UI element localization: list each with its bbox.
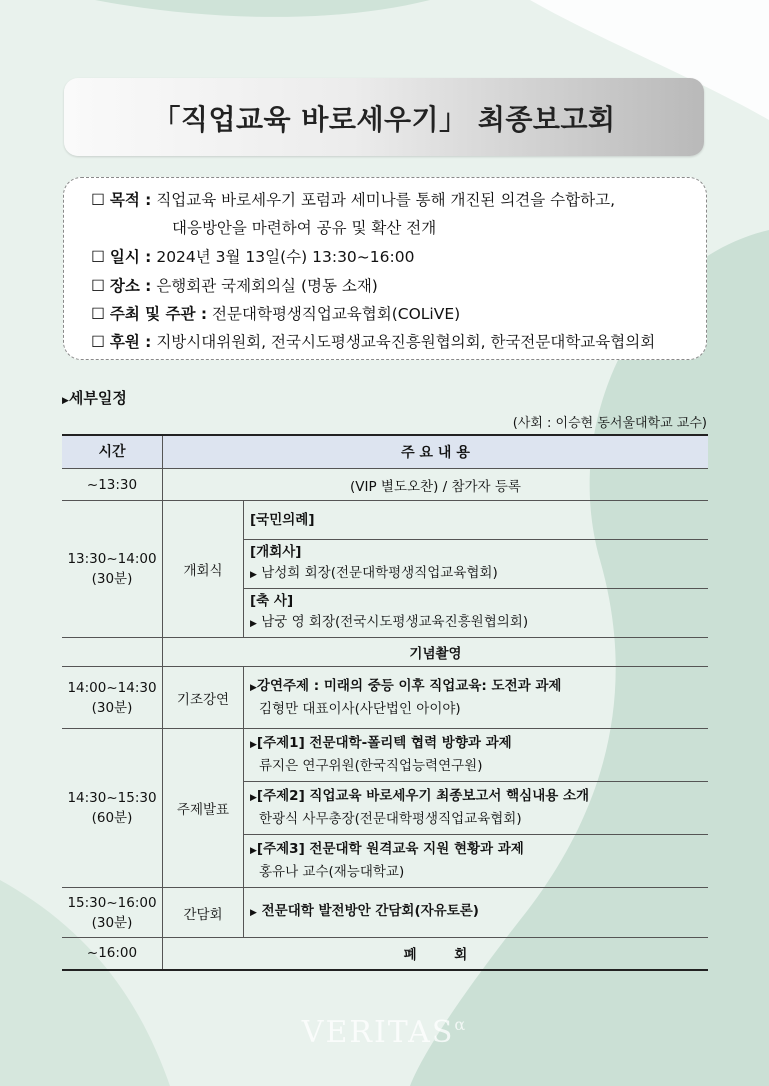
sponsor-line bbox=[91, 330, 655, 352]
subitem-detail-text: 남성희 회장(전문대학평생직업교육협회) bbox=[261, 565, 498, 581]
table-row bbox=[62, 469, 708, 501]
checkbox-icon: ☐ bbox=[91, 248, 105, 266]
host-text: 전문대학평생직업교육협회(COLiVE) bbox=[212, 305, 461, 323]
subitem-cell bbox=[244, 888, 709, 938]
triangle-bullet-icon: ▶ bbox=[250, 740, 257, 750]
subitem-cell bbox=[244, 540, 709, 589]
topic-title: [주제3] 전문대학 원격교육 지원 현황과 과제 bbox=[256, 841, 524, 857]
time-range: 14:00~14:30 bbox=[67, 679, 157, 696]
subitem-cell bbox=[244, 501, 709, 540]
keynote-topic: 강연주제 : 미래의 중등 이후 직업교육: 도전과 과제 bbox=[256, 677, 562, 694]
triangle-bullet-icon: ▶ bbox=[250, 619, 257, 629]
subitem-title: [개회사] bbox=[250, 544, 302, 560]
time-cell bbox=[62, 638, 163, 667]
time-cell bbox=[62, 729, 163, 888]
discussion-text: 전문대학 발전방안 간담회(자유토론) bbox=[261, 903, 479, 919]
photo-cell: 기념촬영 bbox=[163, 638, 709, 667]
triangle-bullet-icon: ▶ bbox=[250, 682, 257, 693]
category-cell: 간담회 bbox=[163, 888, 244, 938]
time-range: 13:30~14:00 bbox=[67, 551, 157, 567]
date-line bbox=[91, 245, 414, 267]
duration: (30분) bbox=[91, 571, 133, 587]
closing-cell: 폐 회 bbox=[163, 938, 709, 970]
table-header-row bbox=[62, 435, 708, 469]
host-label: 주최 및 주관 : bbox=[109, 305, 208, 323]
sponsor-text: 지방시대위원회, 전국시도평생교육진흥원협의회, 한국전문대학교육협의회 bbox=[156, 333, 656, 351]
topic-speaker: 한광식 사무총장(전문대학평생직업교육협회) bbox=[259, 811, 522, 827]
schedule-heading bbox=[62, 387, 127, 408]
place-line bbox=[91, 274, 378, 296]
category-cell: 개회식 bbox=[163, 501, 244, 638]
table-row bbox=[62, 938, 708, 970]
host-line bbox=[91, 302, 460, 324]
duration: (60분) bbox=[91, 810, 133, 826]
topic-title: [주제1] 전문대학-폴리텍 협력 방향과 과제 bbox=[256, 735, 512, 751]
triangle-bullet-icon: ▶ bbox=[250, 570, 257, 580]
subitem-title: [국민의례] bbox=[250, 511, 315, 528]
table-row bbox=[62, 729, 708, 782]
subitem-detail bbox=[250, 612, 708, 635]
duration: (30분) bbox=[91, 914, 133, 931]
triangle-bullet-icon: ▶ bbox=[250, 908, 257, 918]
checkbox-icon: ☐ bbox=[91, 305, 105, 323]
schedule-table bbox=[62, 434, 708, 971]
subitem-cell bbox=[244, 782, 709, 835]
time-cell bbox=[62, 501, 163, 638]
content-cell: (VIP 별도오찬) / 참가자 등록 bbox=[163, 469, 709, 501]
schedule-heading-text: 세부일정 bbox=[68, 389, 127, 407]
date-text: 2024년 3월 13일(수) 13:30~16:00 bbox=[156, 248, 415, 266]
keynote-speaker: 김형만 대표이사(사단법인 아이야) bbox=[259, 700, 461, 717]
time-cell: ~16:00 bbox=[62, 938, 163, 970]
table-row bbox=[62, 501, 708, 540]
title-banner bbox=[64, 78, 704, 156]
time-cell bbox=[62, 667, 163, 729]
time-range: 14:30~15:30 bbox=[67, 790, 157, 806]
mc-note: (사회 : 이승현 동서울대학교 교수) bbox=[512, 416, 707, 431]
watermark-text: VERITAS bbox=[301, 1015, 455, 1050]
time-range: 15:30~16:00 bbox=[67, 894, 157, 911]
category-cell: 기조강연 bbox=[163, 667, 244, 729]
checkbox-icon: ☐ bbox=[91, 191, 105, 209]
purpose-line bbox=[91, 188, 615, 210]
event-info-box bbox=[63, 177, 707, 360]
subitem-cell bbox=[244, 589, 709, 638]
page-title: 「직업교육 바로세우기」 최종보고회 bbox=[152, 103, 616, 136]
category-cell: 주제발표 bbox=[163, 729, 244, 888]
checkbox-icon: ☐ bbox=[91, 333, 105, 351]
duration: (30분) bbox=[91, 699, 133, 716]
table-row bbox=[62, 667, 708, 729]
place-text: 은행회관 국제회의실 (명동 소재) bbox=[156, 277, 378, 295]
topic-speaker: 류지은 연구위원(한국직업능력연구원) bbox=[259, 758, 483, 774]
topic-title: [주제2] 직업교육 바로세우기 최종보고서 핵심내용 소개 bbox=[256, 788, 590, 804]
subitem-detail-text: 남궁 영 회장(전국시도평생교육진흥원협의회) bbox=[261, 614, 529, 630]
checkbox-icon: ☐ bbox=[91, 277, 105, 295]
alpha-icon: α bbox=[454, 1015, 468, 1034]
topic-speaker: 홍유나 교수(재능대학교) bbox=[259, 864, 405, 880]
header-content: 주 요 내 용 bbox=[163, 435, 709, 469]
triangle-bullet-icon: ▶ bbox=[250, 846, 257, 856]
subitem-detail bbox=[250, 563, 708, 586]
subitem-title: [축 사] bbox=[250, 593, 294, 609]
subitem-cell bbox=[244, 667, 709, 729]
table-row bbox=[62, 638, 708, 667]
header-time: 시간 bbox=[62, 435, 163, 469]
place-label: 장소 : bbox=[109, 277, 152, 295]
subitem-cell bbox=[244, 729, 709, 782]
date-label: 일시 : bbox=[109, 248, 152, 266]
triangle-bullet-icon: ▶ bbox=[62, 396, 69, 406]
sponsor-label: 후원 : bbox=[109, 333, 152, 351]
purpose-label: 목적 : bbox=[109, 191, 152, 209]
time-cell: ~13:30 bbox=[62, 469, 163, 501]
purpose-text: 직업교육 바로세우기 포럼과 세미나를 통해 개진된 의견을 수합하고, bbox=[156, 191, 615, 209]
subitem-cell bbox=[244, 835, 709, 888]
triangle-bullet-icon: ▶ bbox=[250, 793, 257, 803]
time-cell bbox=[62, 888, 163, 938]
purpose-continuation: 대응방안을 마련하여 공유 및 확산 전개 bbox=[172, 219, 437, 237]
table-row bbox=[62, 888, 708, 938]
veritas-watermark bbox=[0, 1015, 769, 1050]
